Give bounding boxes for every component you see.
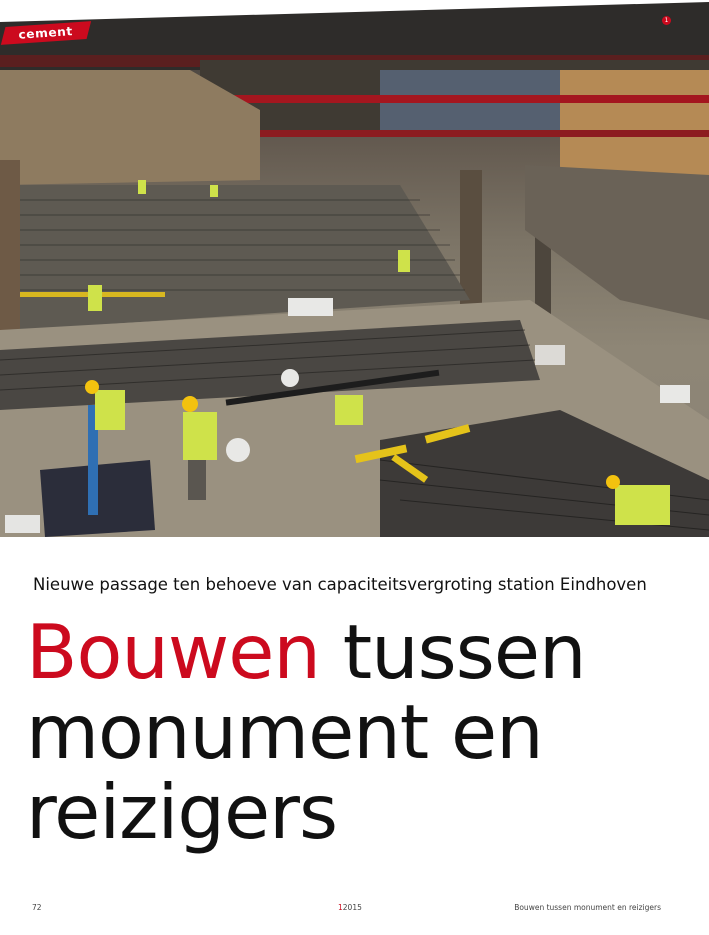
page-corner-cut (0, 0, 709, 80)
issue-info (338, 903, 362, 912)
headline-line2: monument en (26, 688, 543, 776)
page-number: 72 (32, 903, 42, 912)
headline-line1-rest: tussen (319, 608, 586, 696)
running-title: Bouwen tussen monument en reizigers (514, 903, 661, 912)
issue-badge: 1 (662, 16, 671, 25)
issue-number: 1 (338, 903, 343, 912)
article-headline (26, 608, 686, 856)
logo-text: cement (18, 24, 74, 42)
article-subtitle: Nieuwe passage ten behoeve van capaciteitsvergroting station Eindhoven (33, 575, 647, 594)
headline-accent-word: Bouwen (26, 608, 320, 696)
issue-year: 2015 (342, 903, 362, 912)
headline-line3: reizigers (26, 768, 338, 856)
